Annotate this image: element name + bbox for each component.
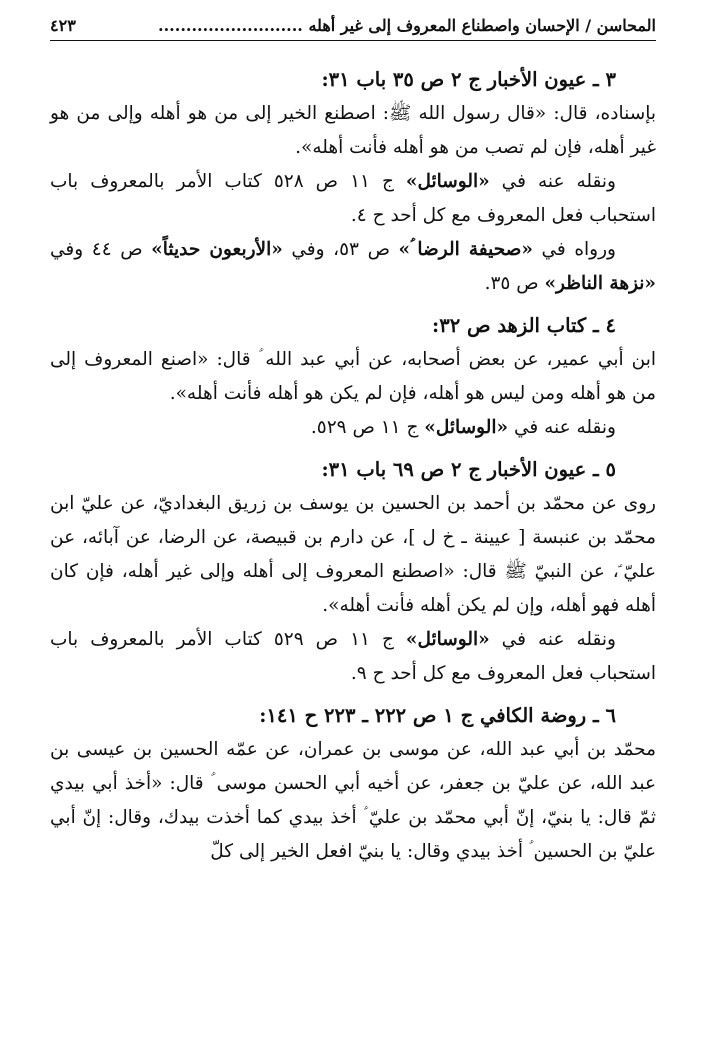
- section-6-heading: ٦ ـ روضة الكافي ج ١ ص ٢٢٢ ـ ٢٢٣ ح ١٤١:: [259, 704, 616, 727]
- section-5: [50, 453, 656, 691]
- source-title-wasail: «الوسائل»: [424, 417, 509, 438]
- transmission-text: ص ٤٤ وفي: [50, 239, 152, 260]
- source-title-sahifa: «صحيفة الرضا ؑ»: [398, 239, 533, 260]
- source-title-arbaun: «الأربعون حديثاً»: [151, 239, 283, 260]
- section-5-transmission: [50, 623, 656, 691]
- transmission-text: ص ٥٣، وفي: [282, 239, 399, 260]
- section-3-transmission-2: [50, 233, 656, 301]
- section-4-hadith: ابن أبي عمير، عن بعض أصحابه، عن أبي عبد الله ؑ قال: «اصنع المعروف إلى من هو أهله ومن ليس هو أهله، فإن لم يكن هو أهله فأنت أهله».: [50, 349, 656, 404]
- section-6: [50, 699, 656, 869]
- header-title: المحاسن / الإحسان واصطناع المعروف إلى غير أهله: [308, 16, 656, 35]
- section-3-heading: ٣ ـ عيون الأخبار ج ٢ ص ٣٥ باب ٣١:: [321, 68, 616, 91]
- transmission-text: ورواه في: [532, 239, 616, 260]
- section-6-hadith: محمّد بن أبي عبد الله، عن موسى بن عمران، عن عمّه الحسين بن عيسى بن عبد الله، عن عليّ بن جعفر، عن أخيه أبي الحسن موسى ؑ قال: «أخذ أبي بيدي ثمّ قال: يا بنيّ، إنّ أبي محمّد بن عليّ ؑ أخذ بيدي كما أخذت بيدك، وقال: إنّ أبي عليّ بن الحسين ؑ أخذ بيدي وقال: يا بنيّ افعل الخير إلى كلّ: [50, 739, 656, 862]
- source-title-wasail: «الوسائل»: [405, 629, 490, 650]
- transmission-text: ونقله عنه في: [489, 629, 616, 650]
- section-3-hadith: بإسناده، قال: «قال رسول الله ﷺ: اصطنع الخير إلى من هو أهله وإلى من هو غير أهله، فإن لم تصب من هو أهله فأنت أهله».: [50, 103, 656, 158]
- source-title-wasail: «الوسائل»: [405, 171, 490, 192]
- header-title-line: [158, 16, 656, 35]
- running-header: [50, 16, 656, 41]
- transmission-text: ج ١١ ص ٥٢٩ كتاب الأمر بالمعروف باب استحباب فعل المعروف مع كل أحد ح ٩.: [50, 629, 656, 684]
- section-4: [50, 309, 656, 445]
- section-4-transmission: [50, 411, 656, 445]
- section-5-heading: ٥ ـ عيون الأخبار ج ٢ ص ٦٩ باب ٣١:: [321, 458, 616, 481]
- section-spacer: [50, 691, 656, 699]
- transmission-text: ونقله عنه في: [489, 171, 616, 192]
- section-spacer: [50, 301, 656, 309]
- header-leader-dots: ..........................: [158, 16, 303, 35]
- section-3: [50, 63, 656, 301]
- section-5-hadith: روى عن محمّد بن أحمد بن الحسين بن يوسف بن زريق البغداديّ، عن عليّ ابن محمّد بن عنبسة [ عيينة ـ خ ل ]، عن دارم بن قبيصة، عن الرضا، عن آبائه، عن عليّ ؑ، عن النبيّ ﷺ قال: «اصطنع المعروف إلى أهله وإلى غير أهله، فإن كان أهله فهو أهله، وإن لم يكن أهله فأنت أهله».: [50, 493, 656, 616]
- transmission-text: ونقله عنه في: [508, 417, 616, 438]
- transmission-text: ج ١١ ص ٥٢٨ كتاب الأمر بالمعروف باب استحباب فعل المعروف مع كل أحد ح ٤.: [50, 171, 656, 226]
- transmission-text: ج ١١ ص ٥٢٩.: [310, 417, 425, 438]
- section-4-heading: ٤ ـ كتاب الزهد ص ٣٢:: [432, 314, 616, 337]
- transmission-text: ص ٣٥.: [484, 273, 545, 294]
- source-title-nuzha: «نزهة الناظر»: [544, 273, 656, 294]
- page-number: ٤٢٣: [50, 16, 76, 35]
- section-spacer: [50, 445, 656, 453]
- section-3-transmission-1: [50, 165, 656, 233]
